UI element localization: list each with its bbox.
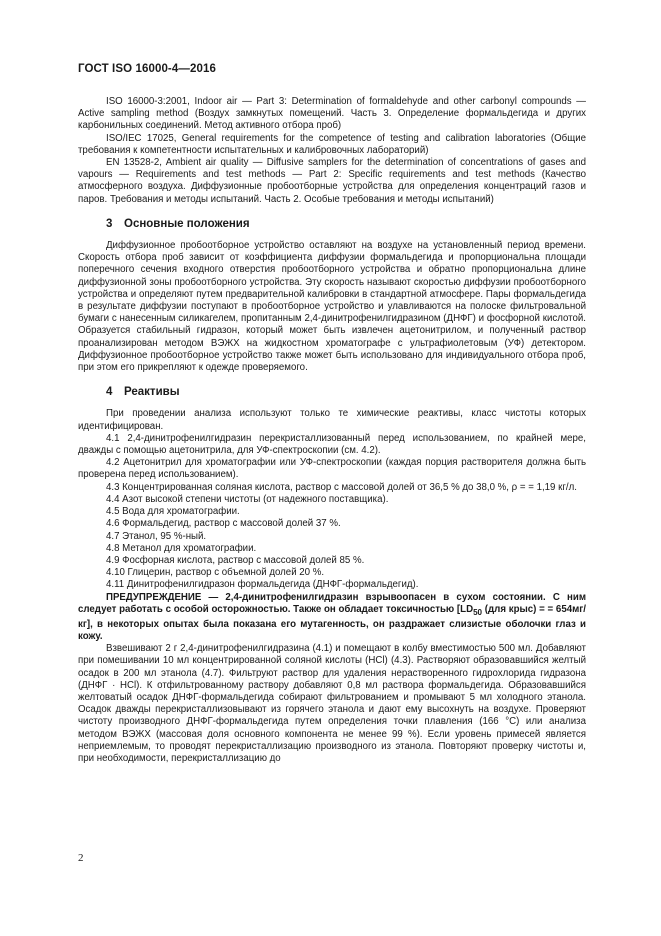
page-content	[78, 96, 586, 765]
reagent-item: 4.1 2,4-динитрофенилгидразин перекристаллизованный перед использованием, по крайней мере, дважды с помощью ацетонитрила, для УФ-спектроскопии (см. 4.2).	[78, 432, 586, 457]
document-header: ГОСТ ISO 16000-4—2016	[78, 63, 216, 75]
section-3-heading	[106, 218, 586, 230]
reagent-item: 4.7 Этанол, 95 %-ный.	[106, 530, 207, 542]
section-title: Реактивы	[124, 386, 180, 399]
reagent-item: 4.10 Глицерин, раствор с объемной долей 20 %.	[106, 567, 325, 579]
warning-paragraph	[78, 592, 586, 644]
reagent-item: 4.8 Метанол для хроматографии.	[106, 542, 257, 554]
section-number: 3	[106, 217, 113, 230]
reagent-item: 4.5 Вода для хроматографии.	[106, 506, 240, 518]
warning-text: ПРЕДУПРЕЖДЕНИЕ — 2,4-динитрофенилгидразин взрывоопасен в сухом состоянии. С ним следует работать с особой осторожностью. Также он обладает токсичностью [LD	[78, 591, 586, 615]
reference-iso-iec-17025: ISO/IEC 17025, General requirements for the competence of testing and calibration laboratories (Общие требования к компетентности испытательных и калибровочных лабораторий)	[78, 132, 586, 156]
section-4-heading	[106, 386, 586, 398]
reagent-item: 4.4 Азот высокой степени чистоты (от надежного поставщика).	[106, 493, 389, 505]
section-4-intro: При проведении анализа используют только те химические реактивы, класс чистоты которых идентифицирован.	[78, 408, 586, 432]
reagent-item: 4.2 Ацетонитрил для хроматографии или УФ-спектроскопии (каждая порция растворителя должна быть проверена перед использованием).	[78, 457, 586, 481]
page-number: 2	[78, 852, 84, 864]
reagent-item: 4.9 Фосфорная кислота, раствор с массовой долей 85 %.	[106, 554, 365, 566]
ld-subscript: 50	[473, 607, 483, 617]
reagent-item: 4.11 Динитрофенилгидразон формальдегида (ДНФГ-формальдегид).	[106, 579, 419, 591]
reagent-item: 4.3 Концентрированная соляная кислота, раствор с массовой долей от 36,5 % до 38,0 %, ρ = = 1,19 кг/л.	[106, 481, 577, 493]
reference-iso-16000-3: ISO 16000-3:2001, Indoor air — Part 3: Determination of formaldehyde and other carbonyl compounds — Active sampling method (Воздух замкнутых помещений. Часть 3. Определение формальдегида и других карбонильных соединений. Метод активного отбора проб)	[78, 96, 586, 132]
reagent-item: 4.6 Формальдегид, раствор с массовой долей 37 %.	[106, 518, 341, 530]
reference-en-13528-2: EN 13528-2, Ambient air quality — Diffusive samplers for the determination of concentrations of gases and vapours — Requirements and test methods — Part 2: Specific requirements and test methods (Качество атмосферного воздуха. Диффузионные пробоотборные устройства для определения концентраций газов и паров. Требования и методы испытаний. Часть 2. Особые требования и методы испытаний)	[78, 157, 586, 205]
procedure-paragraph: Взвешивают 2 г 2,4-динитрофенилгидразина (4.1) и помещают в колбу вместимостью 500 мл. Добавляют при помешивании 10 мл концентрированной соляной кислоты (HCl) (4.3). Растворяют образовавшийся желтый осадок в 200 мл этанола (4.7). Фильтруют раствор для удаления нерастворенного гидрохлорида гидразона (ДНФГ · HCl). К отфильтрованному раствору добавляют 0,8 мл раствора формальдегида. Образовавшийся желтоватый осадок ДНФГ-формальдегида собирают фильтрованием и промывают 5 мл холодного этанола. Осадок дважды перекристаллизовывают из горячего этанола и дают ему высохнуть на воздухе. Проверяют чистоту производного ДНФГ-формальдегида путем определения точки плавления (166 °С) или анализа методом ВЭЖХ (массовая доля основного компонента не менее 99 %). Если уровень примесей является неприемлемым, то проводят перекристаллизацию производного из этанола. Повторяют проверку чистоты и, при необходимости, перекристаллизацию до	[78, 643, 586, 765]
section-3-paragraph: Диффузионное пробоотборное устройство оставляют на воздухе на установленный период времени. Скорость отбора проб зависит от коэффициента диффузии формальдегида и пропорциональна площади поперечного сечения входного отверстия пробоотборного устройства и обратно пропорциональна длине диффузионной зоны пробоотборного устройства. Эту скорость называют скоростью диффузии пробоотборного устройства и определяют путем предварительной калибровки в стандартной атмосфере. Пары формальдегида в результате диффузии поступают в пробоотборное устройство и улавливаются на полоске фильтровальной бумаги с нанесенным силикагелем, пропитанным 2,4-динитрофенилгидразином (ДНФГ) и фосфорной кислотой. Образуется стабильный гидразон, который может быть извлечен ацетонитрилом, и полученный раствор проанализирован методом ВЭЖХ на жидкостном хроматографе с ультрафиолетовым (УФ) детектором. Диффузионное пробоотборное устройство также может быть использовано для индивидуального отбора проб, при этом его прикрепляют к одежде проверяемого.	[78, 240, 586, 374]
section-title: Основные положения	[124, 217, 250, 230]
section-number: 4	[106, 386, 113, 399]
warning-text-cont: (для крыс) = = 654мг/кг], в некоторых опытах была показана его мутагенность, он раздражает слизистые оболочки глаз и кожу.	[78, 603, 586, 643]
